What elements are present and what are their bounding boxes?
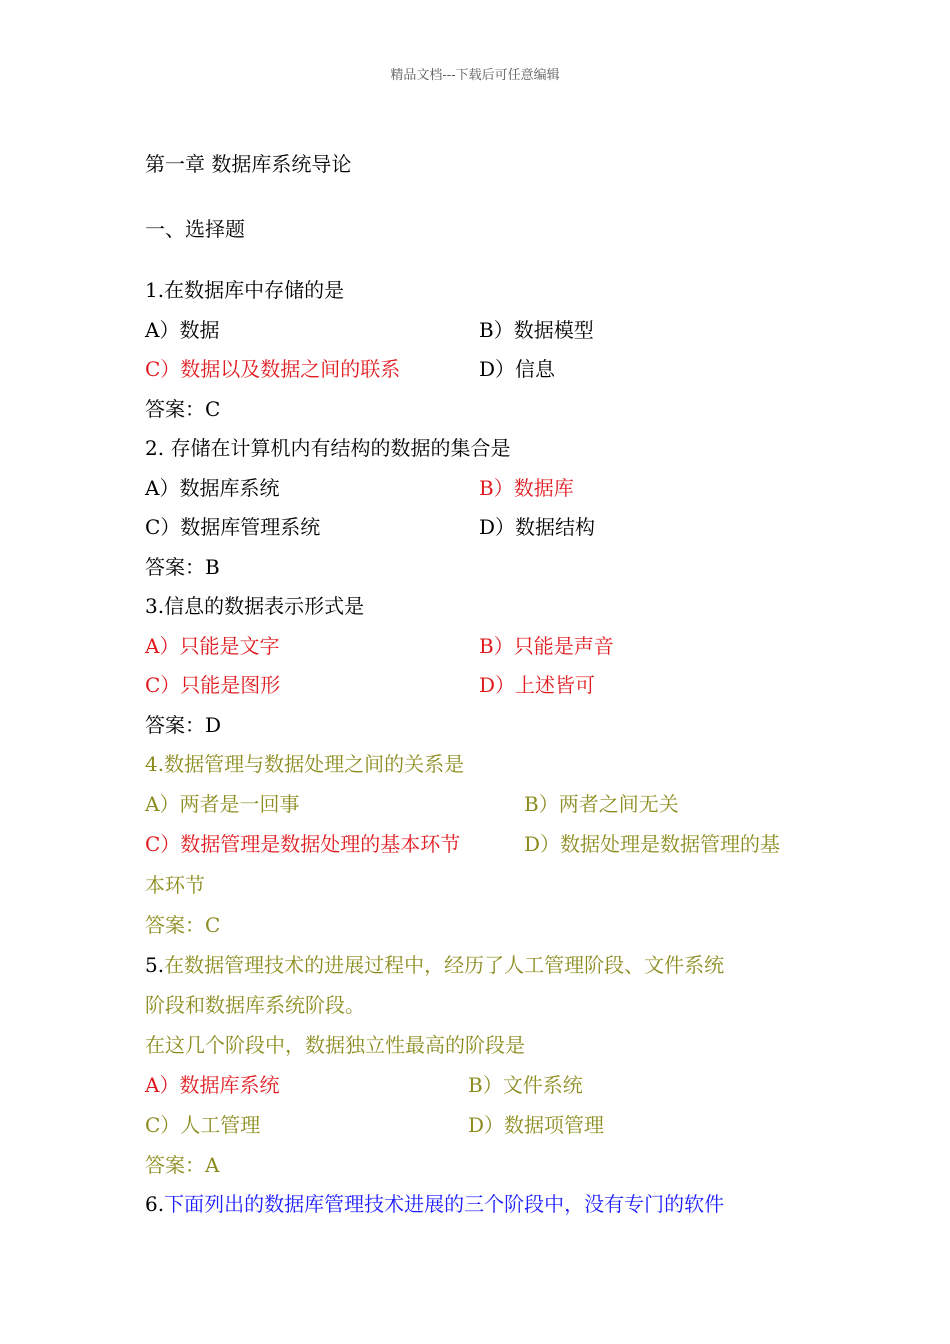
question-2-option-c: C）数据库管理系统	[145, 515, 321, 539]
question-5-number: 5.	[145, 953, 165, 977]
question-5-stem-text: 在数据管理技术的进展过程中，经历了人工管理阶段、文件系统	[164, 953, 725, 977]
question-3-answer: 答案：D	[145, 713, 222, 737]
chapter-title: 第一章 数据库系统导论	[145, 152, 352, 176]
question-2-stem: 2. 存储在计算机内有结构的数据的集合是	[145, 436, 511, 460]
question-5-option-b: B）文件系统	[468, 1073, 583, 1097]
question-3-option-b: B）只能是声音	[479, 634, 614, 658]
question-5-option-a: A）数据库系统	[145, 1073, 280, 1097]
question-3-stem: 3.信息的数据表示形式是	[145, 594, 365, 618]
question-4-option-d-continued: 本环节	[145, 873, 205, 897]
question-5-option-c: C）人工管理	[145, 1113, 261, 1137]
question-5-stem-line-1	[145, 951, 724, 979]
question-5-stem-line-3: 在这几个阶段中，数据独立性最高的阶段是	[145, 1033, 525, 1057]
question-5-stem-line-2: 阶段和数据库系统阶段。	[145, 993, 365, 1017]
question-6-stem-text: 下面列出的数据库管理技术进展的三个阶段中，没有专门的软件	[164, 1192, 725, 1216]
question-1-option-c: C）数据以及数据之间的联系	[145, 357, 401, 381]
question-4-stem: 4.数据管理与数据处理之间的关系是	[145, 752, 465, 776]
question-2-answer: 答案：B	[145, 555, 220, 579]
question-4-answer: 答案：C	[145, 913, 221, 937]
question-1-option-b: B）数据模型	[479, 318, 594, 342]
section-title: 一、选择题	[145, 217, 245, 241]
question-5-option-d: D）数据项管理	[468, 1113, 605, 1137]
question-1-answer: 答案：C	[145, 397, 221, 421]
page-header: 精品文档---下载后可任意编辑	[390, 68, 560, 83]
question-3-option-d: D）上述皆可	[479, 673, 596, 697]
question-6-stem-line-1	[145, 1190, 724, 1218]
question-6-number: 6.	[145, 1192, 165, 1216]
question-4-option-a: A）两者是一回事	[145, 792, 300, 816]
question-1-stem: 1.在数据库中存储的是	[145, 278, 345, 302]
question-4-option-d: D）数据处理是数据管理的基	[524, 832, 781, 856]
question-1-option-d: D）信息	[479, 357, 556, 381]
question-5-answer: 答案：A	[145, 1153, 220, 1177]
question-4-option-c: C）数据管理是数据处理的基本环节	[145, 832, 461, 856]
question-4-option-b: B）两者之间无关	[524, 792, 679, 816]
question-2-option-d: D）数据结构	[479, 515, 596, 539]
question-2-option-b: B）数据库	[479, 476, 574, 500]
question-3-option-c: C）只能是图形	[145, 673, 281, 697]
question-3-option-a: A）只能是文字	[145, 634, 280, 658]
question-1-option-a: A）数据	[145, 318, 220, 342]
question-2-option-a: A）数据库系统	[145, 476, 280, 500]
